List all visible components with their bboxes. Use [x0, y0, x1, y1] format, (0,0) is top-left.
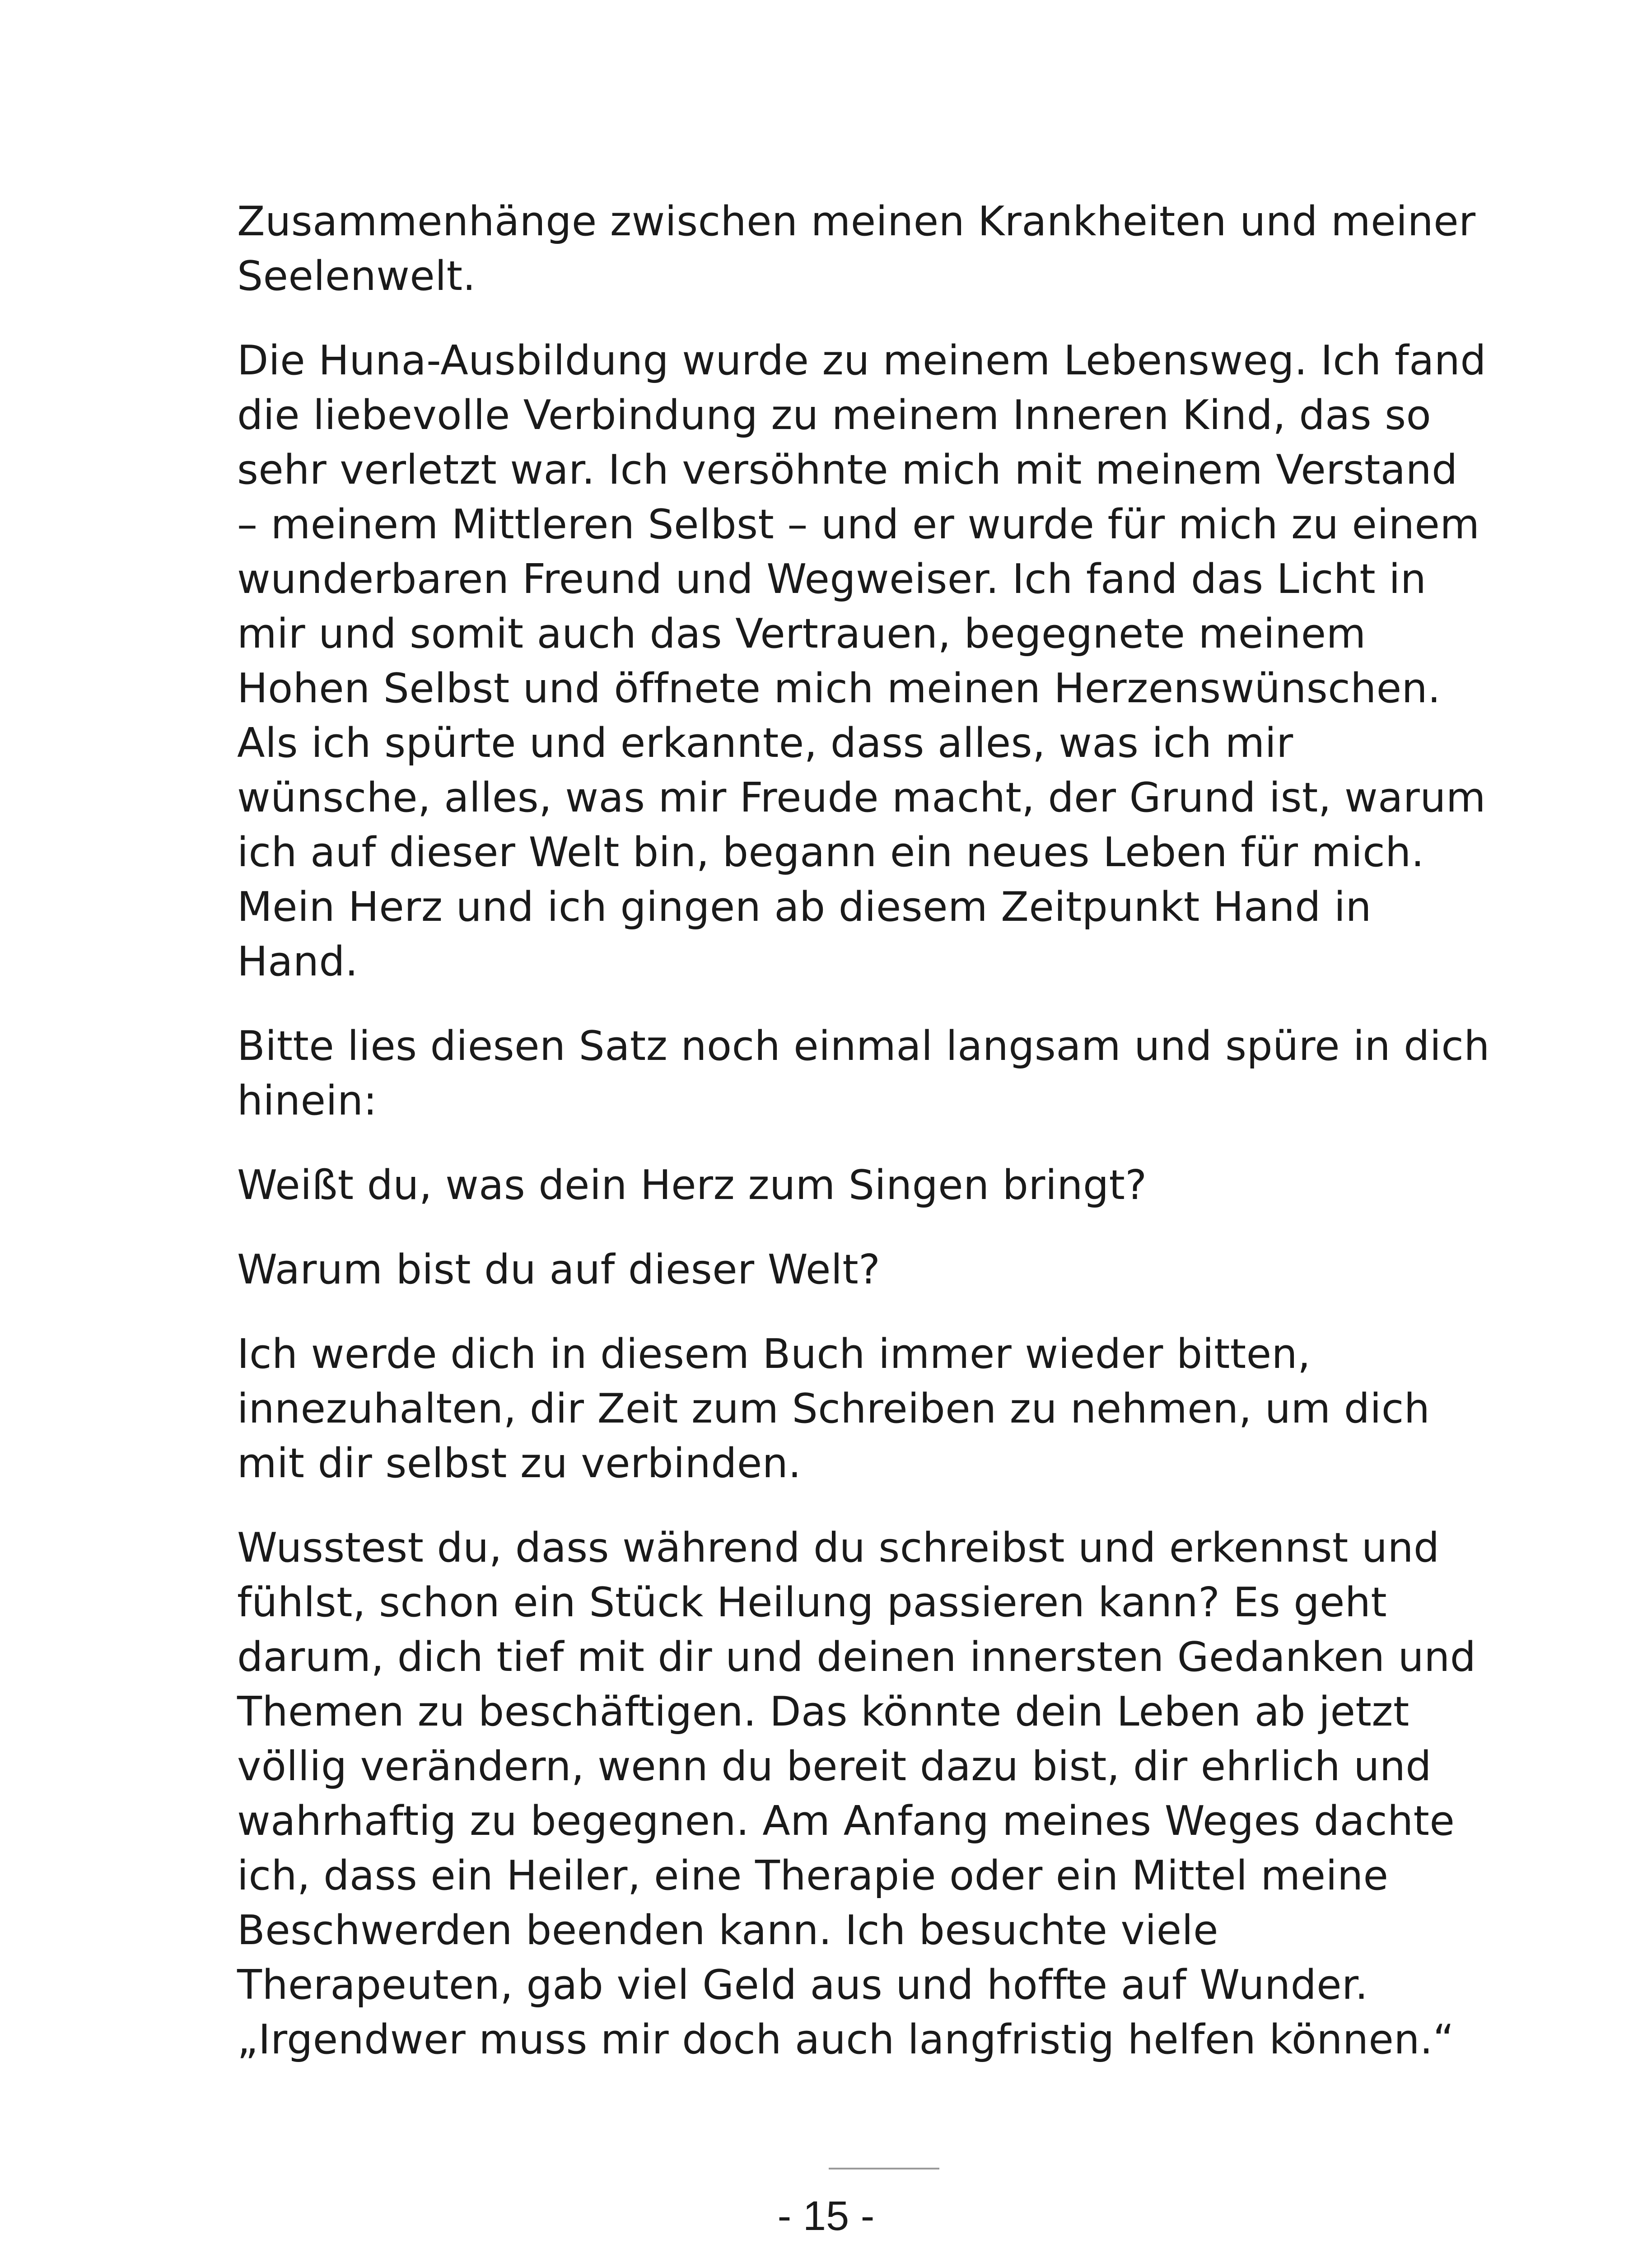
page-number: - 15 - — [777, 2193, 875, 2239]
paragraph: Ich werde dich in diesem Buch immer wieder bitten, innezuhalten, dir Zeit zum Schreiben zu nehmen, um dich mit dir selbst zu verbinden. — [237, 1330, 1430, 1487]
paragraph: Weißt du, was dein Herz zum Singen bringt? — [237, 1162, 1147, 1209]
paragraph: Warum bist du auf dieser Welt? — [237, 1246, 881, 1293]
paragraph: Wusstest du, dass während du schreibst und erkennst und fühlst, schon ein Stück Heilung passieren kann? Es geht darum, dich tief mit dir und deinen innersten Gedanken und Themen zu beschäftigen. Das könnte dein Leben ab jetzt völlig verändern, wenn du bereit dazu bist, dir ehrlich und wahrhaftig zu begegnen. Am Anfang meines Weges dachte ich, dass ein Heiler, eine Therapie oder ein Mittel meine Beschwerden beenden kann. Ich besuchte viele Therapeuten, gab viel Geld aus und hoffte auf Wunder. „Irgendwer muss mir doch auch langfristig helfen können.“ — [237, 1524, 1476, 2063]
body-text — [237, 194, 1569, 2097]
footer-divider — [829, 2168, 939, 2169]
paragraph: Die Huna-Ausbildung wurde zu meinem Lebensweg. Ich fand die liebevolle Verbindung zu meinem Inneren Kind, das so sehr verletzt war. Ich versöhnte mich mit meinem Verstand – meinem Mittleren Selbst – und er wurde für mich zu einem wunderbaren Freund und Wegweiser. Ich fand das Licht in mir und somit auch das Vertrauen, begegnete meinem Hohen Selbst und öffnete mich meinen Herzenswünschen. Als ich spürte und erkannte, dass alles, was ich mir wünsche, alles, was mir Freude macht, der Grund ist, warum ich auf dieser Welt bin, begann ein neues Leben für mich. Mein Herz und ich gingen ab diesem Zeitpunkt Hand in Hand. — [237, 337, 1486, 985]
paragraph: Bitte lies diesen Satz noch einmal langsam und spüre in dich hinein: — [237, 1022, 1490, 1124]
paragraph: Zusammenhänge zwischen meinen Krankheiten und meiner Seelenwelt. — [237, 198, 1476, 300]
